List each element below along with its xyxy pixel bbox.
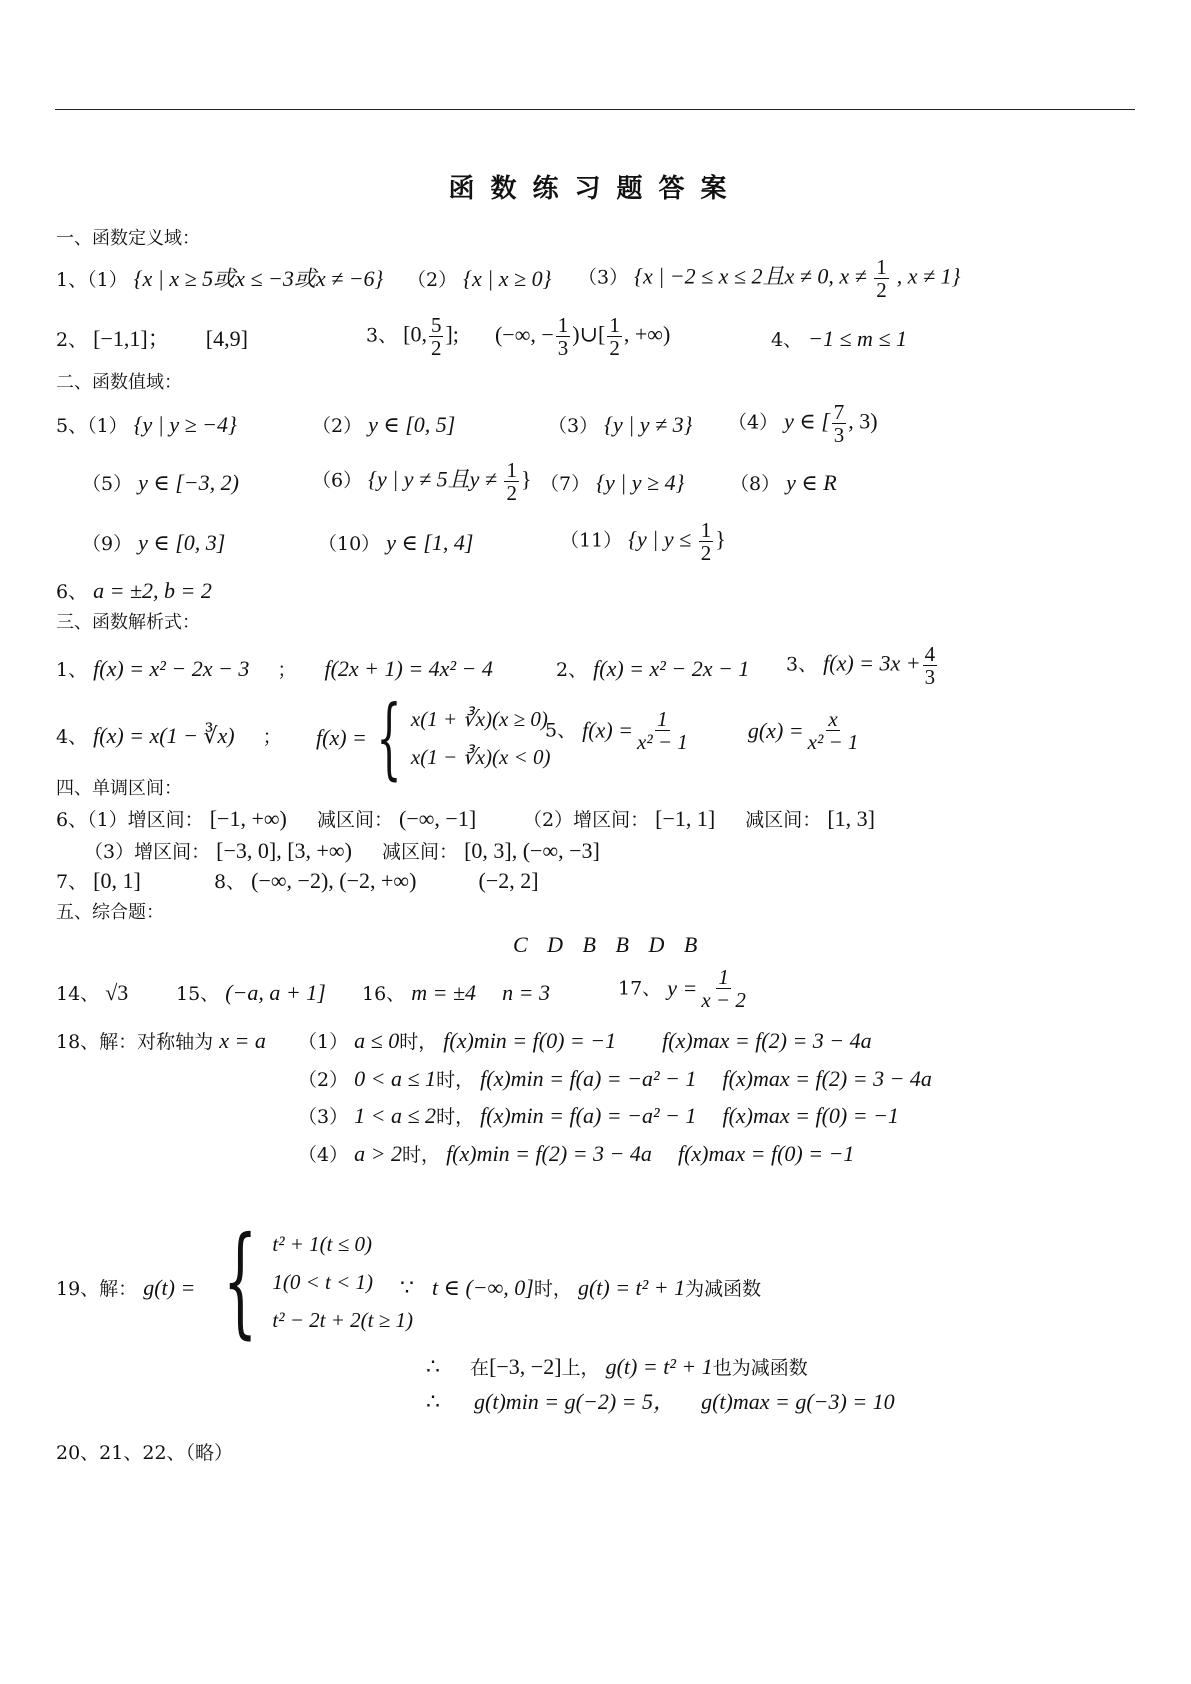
question-label: 时，	[436, 1106, 475, 1128]
question-label: （1）	[298, 1031, 349, 1053]
section-heading-range: 二、函数值域：	[56, 372, 182, 393]
question-label: 6、	[56, 581, 88, 603]
answer-line-c18-2	[298, 1066, 932, 1093]
answer-value: a > 2	[354, 1141, 402, 1166]
answer-value: [0, 1]	[93, 868, 141, 893]
fraction: $\frac{1}{2}$	[700, 518, 712, 566]
question-label: （4）	[298, 1144, 349, 1166]
question-label: （8）	[730, 473, 781, 495]
header-rule	[55, 109, 1135, 110]
question-label: 2、	[556, 659, 588, 681]
question-label: （10）	[318, 533, 381, 555]
answer-line-c15	[176, 980, 326, 1007]
answer-line-1-2	[407, 266, 551, 293]
answer-value: f(x)min = f(0) = −1	[443, 1028, 617, 1053]
answer-value: f(x)max = f(2) = 3 − 4a	[662, 1028, 872, 1053]
answer-value: f(x) = x² − 2x − 3	[93, 656, 250, 681]
case-row: 1(0 < t < 1)	[272, 1270, 374, 1294]
answer-value: g(t) =	[143, 1275, 196, 1300]
answer-value: t ∈ (−∞, 0]	[432, 1275, 534, 1300]
answer-value: {x | −2 ≤ x ≤ 2且x ≠ 0, x ≠	[634, 263, 873, 289]
answer-value: [0,	[403, 321, 427, 347]
answer-value: {y | y ≠ 5且y ≠	[368, 466, 503, 492]
section-heading-domain: 一、函数定义域：	[56, 228, 200, 249]
answer-line-4	[771, 326, 907, 353]
question-label: （6）	[312, 469, 363, 492]
answer-value: f(x) = 3x +	[823, 650, 921, 676]
answer-value: 1 < a ≤ 2	[354, 1103, 437, 1128]
answer-value: g(t) = t² + 1	[577, 1275, 686, 1300]
answer-line-c14	[56, 980, 128, 1007]
answer-line-c18-1	[298, 1028, 872, 1055]
question-label: 8、	[214, 871, 246, 893]
case-row: x(1 + ∛x)(x ≥ 0)	[410, 707, 548, 731]
question-label: （7）	[540, 473, 591, 495]
therefore-icon: ∴	[426, 1390, 440, 1415]
answer-value: y ∈ R	[786, 470, 837, 495]
answer-value: y ∈ [0, 3]	[138, 530, 226, 555]
fraction: $\frac{1}{2}$	[506, 458, 517, 506]
answer-value: x = a	[219, 1028, 266, 1053]
fraction: $\frac{5}{2}$	[430, 313, 442, 361]
answer-value: f(2x + 1) = 4x² − 4	[324, 656, 493, 681]
question-label: 1、	[56, 659, 88, 681]
answer-line-f4-piecewise	[316, 686, 551, 789]
answer-value: }	[520, 466, 532, 492]
answer-value: g(t)max = g(−3) = 10	[701, 1389, 895, 1414]
answer-value: [0, 3], (−∞, −3]	[464, 838, 600, 863]
answer-line-c16	[362, 980, 550, 1007]
section-heading-comprehensive: 五、综合题：	[56, 902, 164, 923]
fraction: $\frac{1}{2}$	[876, 255, 887, 303]
answer-value: −1 ≤ m ≤ 1	[808, 326, 908, 351]
answer-value: [−3, −2]	[489, 1354, 562, 1379]
answer-value: (−∞, −	[494, 321, 554, 347]
answer-value: a ≤ 0	[354, 1028, 400, 1053]
because-icon: ∵	[400, 1276, 414, 1301]
answer-line-f4	[56, 723, 282, 750]
answer-value: [−1,1]；	[93, 326, 170, 351]
question-label: 14、	[56, 983, 100, 1005]
fraction: $\frac{4}{3}$	[924, 642, 936, 690]
question-label: 6、（1）增区间：	[56, 809, 204, 831]
question-label: （9）	[82, 533, 133, 555]
left-brace-icon: {	[222, 1212, 258, 1351]
question-label: 2、	[56, 329, 88, 351]
answer-line-c19-label	[56, 1275, 195, 1302]
case-row: x(1 − ∛x)(x < 0)	[410, 745, 551, 769]
question-label: 5、	[545, 719, 577, 742]
answer-value: √3	[105, 980, 129, 1005]
question-label: （2）	[312, 415, 363, 437]
fraction: $\frac{1}{2}$	[609, 313, 620, 361]
answer-value: {y | y ≥ 4}	[596, 470, 685, 495]
answer-value: [−1, 1]	[655, 806, 716, 831]
answer-line-c18-head	[56, 1028, 266, 1055]
answer-value: ];	[445, 321, 459, 347]
answer-value: {x | x ≥ 5或x ≤ −3或x ≠ −6}	[133, 266, 384, 291]
answer-value: )∪[	[572, 321, 606, 347]
piecewise-cases	[411, 700, 551, 776]
answer-line-5-3	[548, 412, 692, 439]
answer-line-5-5	[82, 470, 239, 497]
piecewise-cases	[272, 1225, 413, 1339]
answer-line-6	[56, 578, 212, 605]
case-row: t² + 1(t ≤ 0)	[272, 1232, 373, 1256]
answer-line-m6-3	[84, 838, 600, 865]
question-label: （5）	[82, 473, 133, 495]
answer-line-c19-because	[400, 1275, 761, 1302]
question-label: 3、	[786, 653, 818, 676]
answer-value: f(x)max = f(0) = −1	[722, 1103, 899, 1128]
question-label: 在	[470, 1357, 490, 1379]
answer-line-c19-piecewise	[208, 1212, 414, 1351]
answer-value: n = 3	[502, 980, 550, 1005]
question-label: 时，	[533, 1278, 572, 1300]
answer-value: {x | x ≥ 0}	[463, 266, 552, 291]
answer-value: f(x) =	[316, 725, 367, 750]
question-label: 19、解：	[56, 1278, 138, 1300]
answer-value: (−∞, −2), (−2, +∞)	[251, 868, 417, 893]
question-label: 15、	[176, 983, 220, 1005]
answer-line-f3	[786, 643, 939, 688]
answer-line-f5	[545, 708, 862, 753]
answer-line-f1	[56, 656, 493, 683]
question-label: （3）	[298, 1106, 349, 1128]
answer-line-1-3	[578, 256, 960, 301]
case-row: t² − 2t + 2(t ≥ 1)	[272, 1308, 414, 1332]
question-label: （4）	[728, 411, 779, 434]
answer-value: f(x) = x(1 − ∛x)	[93, 723, 235, 748]
answer-value: , x ≠ 1}	[896, 263, 961, 289]
answer-line-3	[366, 314, 670, 359]
answer-value: g(x) =	[747, 717, 804, 743]
answer-value: g(t) = t² + 1	[605, 1354, 713, 1379]
fraction: $\frac{7}{3}$	[833, 400, 845, 448]
answer-value: , 3)	[848, 408, 878, 434]
answer-value: 0 < a ≤ 1	[354, 1066, 437, 1091]
therefore-icon: ∴	[426, 1355, 440, 1380]
page-title: 函数练习题答案	[448, 174, 743, 204]
answer-value: (−a, a + 1]	[225, 980, 326, 1005]
separator: ；	[262, 726, 282, 748]
question-label: 时，	[402, 1144, 441, 1166]
question-label: （11）	[560, 529, 623, 552]
answer-line-1	[56, 266, 383, 293]
answer-line-m7	[56, 868, 141, 895]
answer-value: g(t)min = g(−2) = 5，	[474, 1389, 676, 1414]
answer-line-c19-therefore2	[426, 1389, 895, 1416]
answer-value: f(x)max = f(0) = −1	[677, 1141, 855, 1166]
question-label: 4、	[56, 726, 88, 748]
answer-line-c18-3	[298, 1103, 899, 1130]
question-label: 17、	[618, 977, 662, 1000]
answer-line-5-1	[56, 412, 237, 439]
question-label: 减区间：	[382, 841, 459, 863]
left-brace-icon: {	[376, 686, 402, 789]
question-label: 4、	[771, 329, 803, 351]
question-label: 时，	[399, 1031, 438, 1053]
answer-value: [−1, +∞)	[209, 806, 287, 831]
question-label: （2）	[407, 269, 458, 291]
answer-value: a = ±2, b = 2	[93, 578, 212, 603]
question-label: 为减函数	[685, 1278, 762, 1300]
question-label: 减区间：	[745, 809, 822, 831]
answer-value: {y | y ≤	[628, 526, 697, 552]
answer-value: , +∞)	[623, 321, 671, 347]
answer-line-5-2	[312, 412, 455, 439]
answer-value: y ∈ [1, 4]	[386, 530, 474, 555]
multiple-choice-answers: C D B B D B	[513, 932, 698, 957]
answer-line-m6-2	[523, 806, 875, 833]
answer-line-2	[56, 326, 248, 353]
answer-line-c20: 20、21、22、（略）	[56, 1442, 234, 1464]
answer-line-m6-1	[56, 806, 476, 833]
question-label: 5、（1）	[56, 415, 128, 437]
answer-line-5-10	[318, 530, 473, 557]
fraction: $\frac{1}{x - 2}$	[701, 965, 746, 1013]
answer-value: (−2, 2]	[478, 868, 539, 893]
answer-line-5-7	[540, 470, 684, 497]
answer-value: f(x) = x² − 2x − 1	[593, 656, 750, 681]
question-label: 16、	[362, 983, 406, 1005]
question-label: 减区间：	[316, 809, 393, 831]
answer-line-5-6	[312, 459, 532, 504]
question-label: （2）	[298, 1069, 349, 1091]
question-label: （2）增区间：	[523, 809, 650, 831]
question-label: （3）增区间：	[84, 841, 211, 863]
answer-line-f2	[556, 656, 749, 683]
answer-value: y ∈ [	[784, 408, 830, 434]
answer-value: {y | y ≥ −4}	[133, 412, 237, 437]
answer-line-5-11	[560, 519, 726, 564]
answer-value: f(x)min = f(2) = 3 − 4a	[446, 1141, 652, 1166]
question-label: 上，	[561, 1357, 600, 1379]
answer-line-5-9	[82, 530, 225, 557]
answer-value: m = ±4	[411, 980, 477, 1005]
answer-value: }	[715, 526, 726, 552]
fraction: $\frac{1}{\text{x² − 1}}$	[637, 707, 688, 755]
question-label: （3）	[578, 266, 629, 289]
question-label: （3）	[548, 415, 599, 437]
question-label: 18、解：对称轴为	[56, 1031, 214, 1053]
answer-value: [1, 3]	[827, 806, 875, 831]
answer-line-m8	[214, 868, 539, 895]
answer-value: f(x)min = f(a) = −a² − 1	[480, 1103, 697, 1128]
answer-value: [−3, 0], [3, +∞)	[216, 838, 352, 863]
answer-line-5-8	[730, 470, 837, 497]
answer-value: [4,9]	[205, 326, 248, 351]
answer-value: (−∞, −1]	[399, 806, 477, 831]
question-label: 时，	[436, 1069, 475, 1091]
answer-value: {y | y ≠ 3}	[604, 412, 693, 437]
answer-value: f(x)min = f(a) = −a² − 1	[480, 1066, 697, 1091]
answer-value: f(x)max = f(2) = 3 − 4a	[722, 1066, 932, 1091]
answer-value: y =	[667, 975, 698, 1001]
question-label: 3、	[366, 324, 398, 347]
answer-line-c18-4	[298, 1141, 854, 1168]
answer-line-c19-therefore1	[426, 1354, 808, 1381]
fraction: $\frac{x}{\text{x² − 1}}$	[807, 707, 859, 755]
question-label: 1、（1）	[56, 269, 128, 291]
separator: ；	[277, 659, 297, 681]
section-heading-expression: 三、函数解析式：	[56, 612, 200, 633]
section-heading-monotonic: 四、单调区间：	[56, 778, 182, 799]
answer-value: y ∈ [0, 5]	[368, 412, 456, 437]
answer-value: f(x) =	[582, 717, 634, 743]
fraction: $\frac{1}{3}$	[557, 313, 569, 361]
answer-line-c17	[618, 966, 750, 1011]
answer-line-5-4	[728, 401, 878, 446]
question-label: 也为减函数	[712, 1357, 808, 1379]
answer-value: y ∈ [−3, 2)	[138, 470, 239, 495]
question-label: 7、	[56, 871, 88, 893]
